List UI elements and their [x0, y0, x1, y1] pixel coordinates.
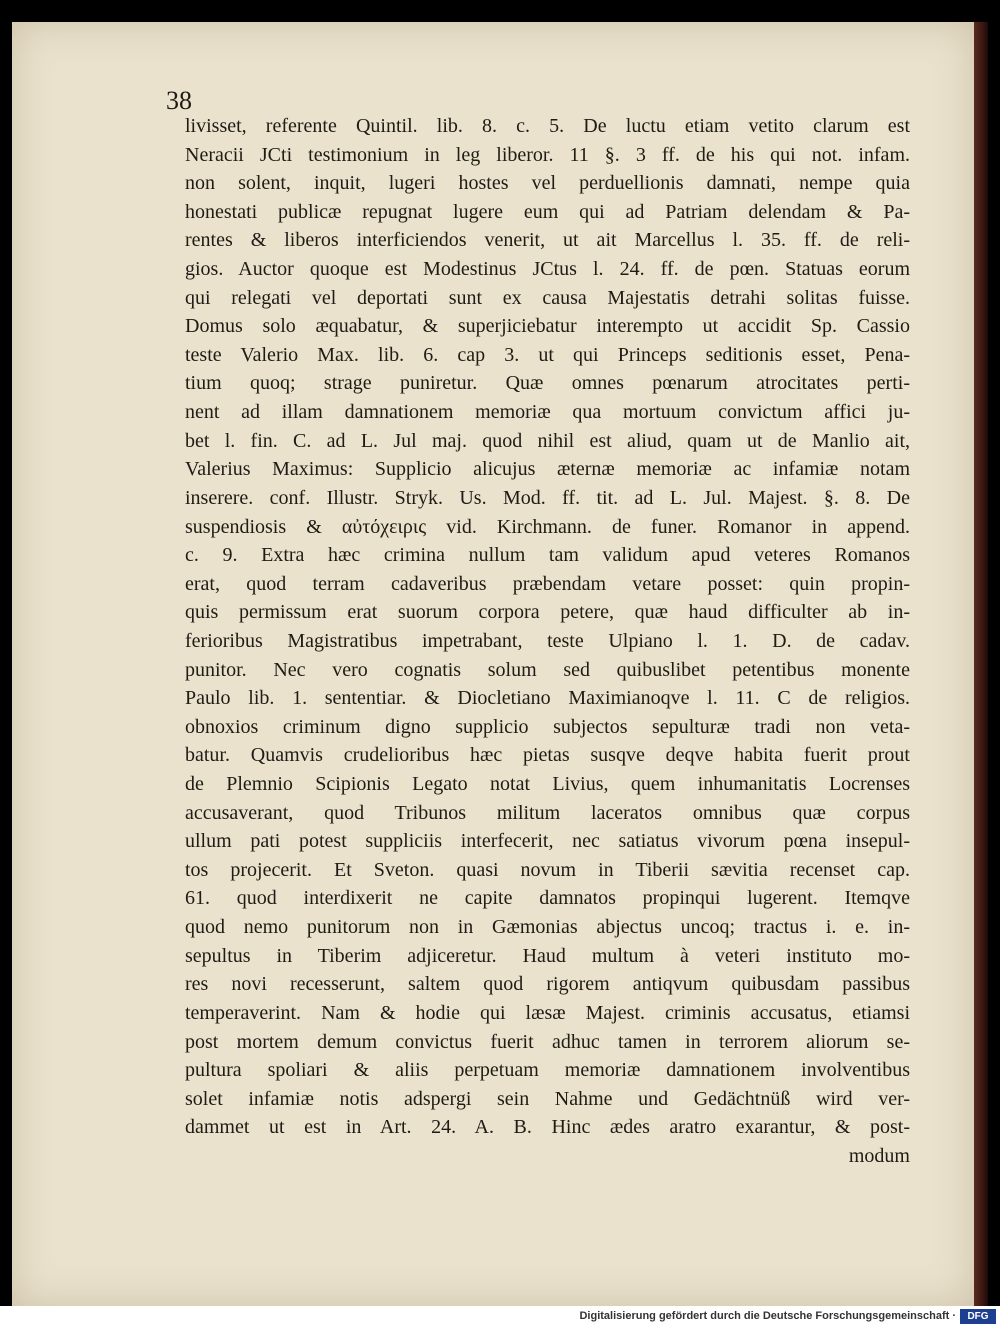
- text-line: nent ad illam damnationem memoriæ qua mortuum convictum affici ju-: [185, 401, 910, 424]
- text-line: sepultus in Tiberim adjiceretur. Haud multum à veteri instituto mo-: [185, 944, 910, 967]
- text-line: ullum pati potest suppliciis interfecerit, nec satiatus vivorum pœna insepul-: [185, 830, 910, 853]
- text-line: livisset, referente Quintil. lib. 8. c. 5. De luctu etiam vetito clarum est: [185, 115, 910, 137]
- text-line: qui relegati vel deportati sunt ex causa Majestatis detrahi solitas fuisse.: [185, 286, 910, 309]
- text-line: teste Valerio Max. lib. 6. cap 3. ut qui Princeps seditionis esset, Pena-: [185, 343, 910, 366]
- text-line: c. 9. Extra hæc crimina nullum tam validum apud veteres Romanos: [185, 544, 910, 567]
- text-line: obnoxios criminum digno supplicio subjectos sepulturæ tradi non veta-: [185, 715, 910, 738]
- text-line: pultura spoliari & aliis perpetuam memoriæ damnationem involventibus: [185, 1059, 910, 1082]
- text-line: 61. quod interdixerit ne capite damnatos propinqui lugerent. Itemqve: [185, 887, 910, 910]
- text-line: honestati publicæ repugnat lugere eum qui ad Patriam delendam & Pa-: [185, 200, 910, 223]
- text-line: non solent, inquit, lugeri hostes vel perduellionis damnati, nempe quia: [185, 172, 910, 195]
- footer-bar: [0, 1306, 1000, 1328]
- text-line: temperaverint. Nam & hodie qui læsæ Majest. criminis accusatus, etiamsi: [185, 1001, 910, 1024]
- text-line: Valerius Maximus: Supplicio alicujus æternæ memoriæ ac infamiæ notam: [185, 458, 910, 481]
- text-line: tium quoq; strage puniretur. Quæ omnes pœnarum atrocitates perti-: [185, 372, 910, 395]
- text-line: rentes & liberos interficiendos venerit, ut ait Marcellus l. 35. ff. de reli-: [185, 229, 910, 252]
- funding-credit: Digitalisierung gefördert durch die Deutsche Forschungsgemeinschaft ·: [579, 1310, 956, 1322]
- text-line: Neracii JCti testimonium in leg liberor. 11 §. 3 ff. de his qui not. infam.: [185, 143, 910, 166]
- text-line: Domus solo æquabatur, & superjiciebatur interempto ut accidit Sp. Cassio: [185, 315, 910, 338]
- text-line: suspendiosis & αὐτόχειρις vid. Kirchmann. de funer. Romanor in append.: [185, 515, 910, 538]
- book-edge: [974, 22, 988, 1306]
- text-line: quod nemo punitorum non in Gæmonias abjectus uncoq; tractus i. e. in-: [185, 916, 910, 939]
- text-line: punitor. Nec vero cognatis solum sed quibuslibet petentibus monente: [185, 658, 910, 681]
- text-line: inserere. conf. Illustr. Stryk. Us. Mod. ff. tit. ad L. Jul. Majest. §. 8. De: [185, 486, 910, 509]
- text-line: accusaverant, quod Tribunos militum laceratos omnibus quæ corpus: [185, 801, 910, 824]
- text-line: Paulo lib. 1. sententiar. & Diocletiano Maximianoqve l. 11. C de religios.: [185, 687, 910, 710]
- text-line: bet l. fin. C. ad L. Jul maj. quod nihil est aliud, quam ut de Manlio ait,: [185, 429, 910, 452]
- text-line: modum: [848, 1144, 910, 1167]
- page-number: 38: [166, 86, 192, 115]
- body-text: [185, 112, 910, 1171]
- text-line: de Plemnio Scipionis Legato notat Livius, quem inhumanitatis Locrenses: [185, 773, 910, 796]
- text-line: tos projecerit. Et Sveton. quasi novum in Tiberii sævitia recenset cap.: [185, 858, 910, 881]
- text-line: batur. Quamvis crudelioribus hæc pietas susqve deqve habita fuerit prout: [185, 744, 910, 767]
- text-line: post mortem demum convictus fuerit adhuc tamen in terrorem aliorum se-: [185, 1030, 910, 1053]
- text-line: res novi recesserunt, saltem quod rigorem antiqvum quibusdam passibus: [185, 973, 910, 996]
- text-line: gios. Auctor quoque est Modestinus JCtus l. 24. ff. de pœn. Statuas eorum: [185, 258, 910, 281]
- dfg-logo: DFG: [960, 1309, 996, 1324]
- text-line: erat, quod terram cadaveribus præbendam vetare posset: quin propin-: [185, 572, 910, 595]
- text-line: quis permissum erat suorum corpora petere, quæ haud difficulter ab in-: [185, 601, 910, 624]
- text-line: solet infamiæ notis adspergi sein Nahme und Gedächtnüß wird ver-: [185, 1087, 910, 1110]
- text-line: dammet ut est in Art. 24. A. B. Hinc ædes aratro exarantur, & post-: [185, 1116, 910, 1139]
- text-line: ferioribus Magistratibus impetrabant, teste Ulpiano l. 1. D. de cadav.: [185, 629, 910, 652]
